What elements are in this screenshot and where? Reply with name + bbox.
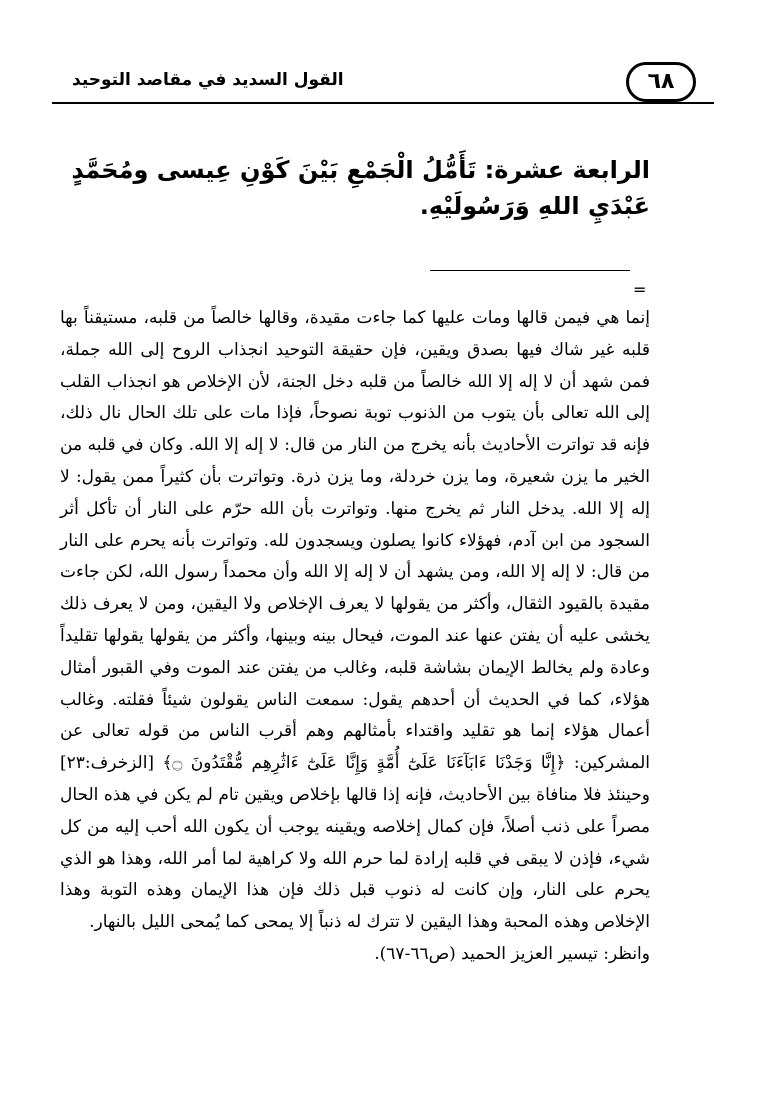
footnote-continuation-marker: = [633, 280, 647, 299]
footnote-separator [430, 270, 630, 271]
header-rule [52, 102, 714, 104]
running-header [52, 58, 714, 106]
heading-label: الرابعة عشرة: [484, 156, 650, 184]
heading-text: تَأَمُّلُ الْجَمْعِ بَيْنَ كَوْنِ عِيسى ومُحَمَّدٍ عَبْدَيِ اللهِ وَرَسُولَيْهِ. [71, 156, 650, 220]
footnote-reference: وانظر: تيسير العزيز الحميد (ص٦٦-٦٧). [374, 943, 650, 964]
book-title: القول السديد في مقاصد التوحيد [72, 70, 344, 90]
section-heading [70, 152, 650, 224]
page-number: ٦٨ [626, 62, 696, 102]
footnote-body [60, 303, 650, 971]
footnote-paragraph: إنما هي فيمن قالها ومات عليها كما جاءت مقيدة، وقالها خالصاً من قلبه، مستيقناً بها قلبه غير شاك فيها بصدق ويقين، فإن حقيقة التوحيد انجذاب الروح إلى الله جملة، فمن شهد أن لا إله إلا الله خالصاً من قلبه دخل الجنة، لأن الإخلاص هو انجذاب القلب إلى الله تعالى بأن يتوب من الذنوب توبة نصوحاً، فإذا مات على تلك الحال نال ذلك، فإنه قد تواترت الأحاديث بأنه يخرج من النار من قال: لا إله إلا الله. وكان في قلبه من الخير ما يزن شعيرة، وما يزن خردلة، وما يزن ذرة. وتواترت بأن كثيراً ممن يقول: لا إله إلا الله. يدخل النار ثم يخرج منها. وتواترت بأن الله حرّم على النار أن تأكل أثر السجود من ابن آدم، فهؤلاء كانوا يصلون ويسجدون لله. وتواترت بأنه يحرم على النار من قال: لا إله إلا الله، ومن يشهد أن لا إله إلا الله وأن محمداً رسول الله، لكن جاءت مقيدة بالقيود الثقال، وأكثر من يقولها لا يعرف الإخلاص ولا اليقين، ومن لا يعرف ذلك يخشى عليه أن يفتن عنها عند الموت، فيحال بينه وبينها، وأكثر من يقولها يقولها تقليداً وعادة ولم يخالط الإيمان بشاشة قلبه، وغالب من يفتن عند الموت وفي القبور أمثال هؤلاء، كما في الحديث أن أحدهم يقول: سمعت الناس يقولون شيئاً فقلته. وغالب أعمال هؤلاء إنما هو تقليد واقتداء بأمثالهم وهم أقرب الناس من قوله تعالى عن المشركين: ﴿إِنَّا وَجَدْنَا ءَابَآءَنَا عَلَىٰٓ أُمَّةٍ وَإِنَّا عَلَىٰٓ ءَاثَٰرِهِم مُّقْتَدُونَ ۝﴾ [الزخرف:٢٣] وحينئذ فلا منافاة بين الأحاديث، فإنه إذا قالها بإخلاص ويقين تام لم يكن في هذه الحال مصراً على ذنب أصلاً، فإن كمال إخلاصه ويقينه يوجب أن يكون الله أحب إليه من كل شيء، فإذن لا يبقى في قلبه إرادة لما حرم الله ولا كراهية لما أمر الله، وهذا هو الذي يحرم على النار، وإن كانت له ذنوب قبل ذلك فإن هذا الإيمان وهذه التوبة وهذا الإخلاص وهذه المحبة وهذا اليقين لا تترك له ذنباً إلا يمحى كما يُمحى الليل بالنهار. [60, 308, 650, 933]
